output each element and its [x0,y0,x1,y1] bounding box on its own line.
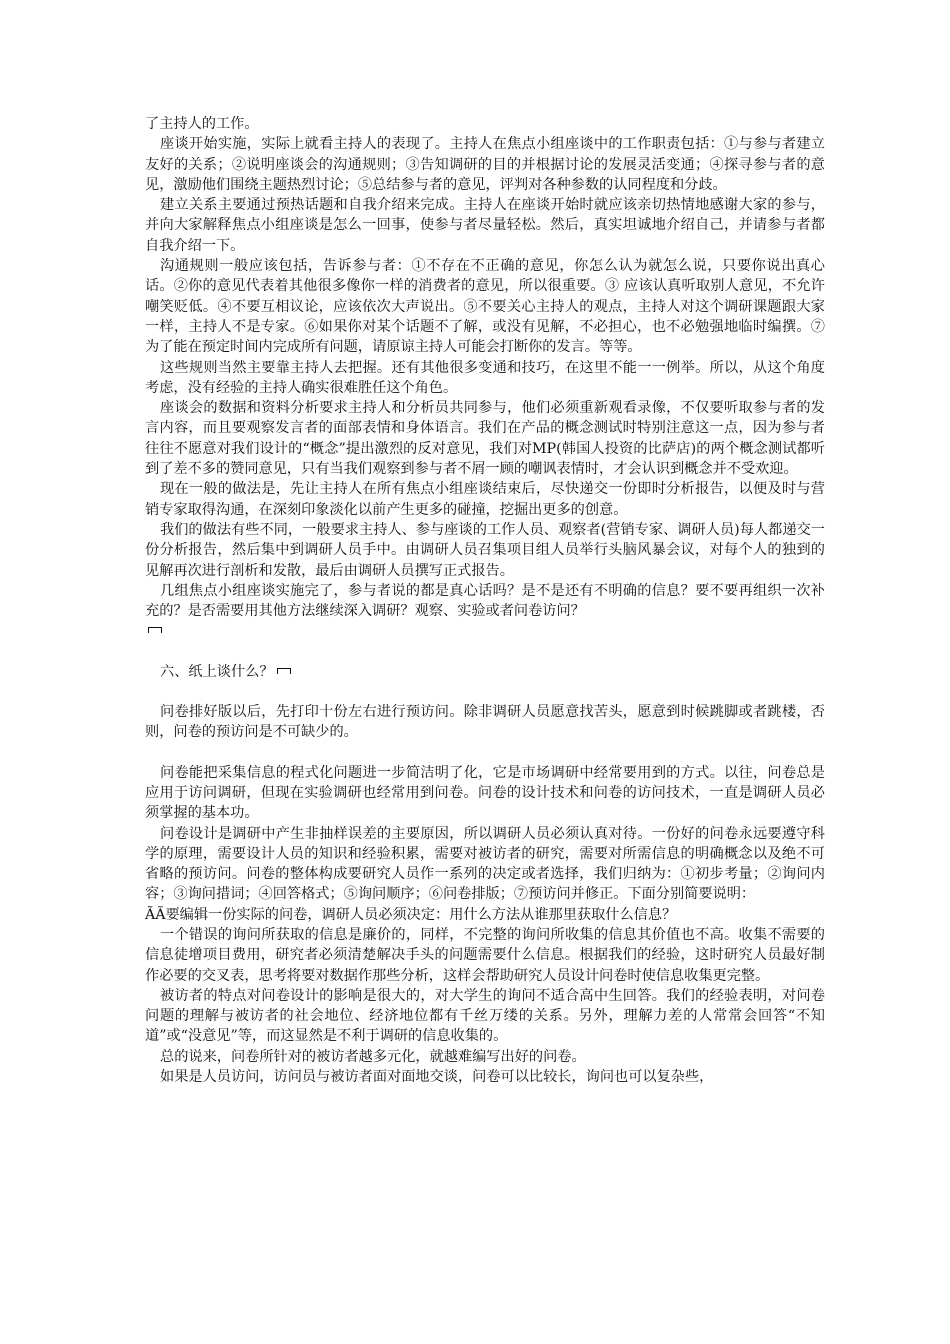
paragraph-mark-icon [277,668,291,674]
section-heading-text: 六、纸上谈什么？ [160,663,274,680]
paragraph: 问卷设计是调研中产生非抽样误差的主要原因，所以调研人员必须认真对待。一份好的问卷永远要遵守科学的原理，需要设计人员的知识和经验积累，需要对被访者的研究，需要对所需信息的明确概念以及绝不可省略的预访问。问卷的整体构成要研究人员作一系列的决定或者选择，我们归纳为：①初步考量；②询问内容；③询问措词；④回答格式；⑤询问顺序；⑥问卷排版；⑦预访问并修正。下面分别简要说明： [145,825,825,903]
paragraph: ÃÃ要编辑一份实际的问卷，调研人员必须决定：用什么方法从谁那里获取什么信息？ [145,906,677,923]
paragraph: 问卷排好版以后，先打印十份左右进行预访问。除非调研人员愿意找苦头，愿意到时候跳脚或者跳楼，否则，问卷的预访问是不可缺少的。 [145,704,825,741]
paragraph: 如果是人员访问，访问员与被访者面对面地交谈，问卷可以比较长，询问也可以复杂些， [160,1069,714,1086]
paragraph: 总的说来，问卷所针对的被访者越多元化，就越难编写出好的问卷。 [160,1048,586,1065]
paragraph-mark-icon [148,627,162,633]
paragraph: 现在一般的做法是，先让主持人在所有焦点小组座谈结束后，尽快递交一份即时分析报告，以便及时与营销专家取得沟通，在深刻印象淡化以前产生更多的碰撞，挖掘出更多的创意。 [145,481,825,518]
paragraph: 我们的做法有些不同，一般要求主持人、参与座谈的工作人员、观察者(营销专家、调研人员)每人都递交一份分析报告，然后集中到调研人员手中。由调研人员召集项目组人员举行头脑风暴会议，对每个人的独到的见解再次进行剖析和发散，最后由调研人员撰写正式报告。 [145,521,825,579]
paragraph: 座谈会的数据和资料分析要求主持人和分析员共同参与，他们必须重新观看录像，不仅要听取参与者的发言内容，而且要观察发言者的面部表情和身体语言。我们在产品的概念测试时特别注意这一点，因为参与者往往不愿意对我们设计的“概念”提出激烈的反对意见，我们对MP(韩国人投资的比萨店)的两个概念测试都听到了差不多的赞同意见，只有当我们观察到参与者不屑一顾的嘲讽表情时，才会认识到概念并不受欢迎。 [145,400,825,478]
section-heading [145,662,825,682]
document-page [145,114,825,1087]
paragraph-text: 几组焦点小组座谈实施完了，参与者说的都是真心话吗？是不是还有不明确的信息？要不要再组织一次补充的？是否需要用其他方法继续深入调研？观察、实验或者问卷访问？ [145,582,825,620]
paragraph: 问卷能把采集信息的程式化问题进一步简洁明了化，它是市场调研中经常要用到的方式。以往，问卷总是应用于访问调研，但现在实验调研也经常用到问卷。问卷的设计技术和问卷的访问技术，一直是调研人员必须掌握的基本功。 [145,764,825,822]
paragraph: 座谈开始实施，实际上就看主持人的表现了。主持人在焦点小组座谈中的工作职责包括：①与参与者建立友好的关系；②说明座谈会的沟通规则；③告知调研的目的并根据讨论的发展灵活变通；④探寻参与者的意见，激励他们围绕主题热烈讨论；⑤总结参与者的意见，评判对各种参数的认同程度和分歧。 [145,136,825,193]
spacer [145,642,825,662]
paragraph: 这些规则当然主要靠主持人去把握。还有其他很多变通和技巧，在这里不能一一例举。所以，从这个角度考虑，没有经验的主持人确实很难胜任这个角色。 [145,359,825,396]
paragraph: 建立关系主要通过预热话题和自我介绍来完成。主持人在座谈开始时就应该亲切热情地感谢大家的参与，并向大家解释焦点小组座谈是怎么一回事，使参与者尽量轻松。然后，真实坦诚地介绍自己，并请参与者都自我介绍一下。 [145,197,825,254]
spacer [145,682,825,702]
paragraph: 被访者的特点对问卷设计的影响是很大的，对大学生的询问不适合高中生回答。我们的经验表明，对问卷问题的理解与被访者的社会地位、经济地位都有千丝万缕的关系。另外，理解力差的人常常会回答“不知道”或“没意见”等，而这显然是不利于调研的信息收集的。 [145,987,825,1045]
paragraph: 了主持人的工作。 [145,116,259,132]
paragraph: 沟通规则一般应该包括，告诉参与者：①不存在不正确的意见，你怎么认为就怎么说，只要你说出真心话。②你的意见代表着其他很多像你一样的消费者的意见，所以很重要。③ 应该认真听取别人意见，不允许嘲笑贬低。④不要互相议论，应该依次大声说出。⑤不要关心主持人的观点，主持人对这个调研课题跟大家一样，主持人不是专家。⑥如果你对某个话题不了解，或没有见解，不必担心，也不必勉强地临时编撰。⑦为了能在预定时间内完成所有问题，请原谅主持人可能会打断你的发言。等等。 [145,258,825,356]
spacer [145,743,825,763]
paragraph: 一个错误的询问所获取的信息是廉价的，同样，不完整的询问所收集的信息其价值也不高。收集不需要的信息徒增项目费用，研究者必须清楚解决手头的问题需要什么信息。根据我们的经验，这时研究人员最好制作必要的交叉表，思考将要对数据作那些分析，这样会帮助研究人员设计问卷时使信息收集更完整。 [145,926,825,984]
paragraph [145,581,825,642]
